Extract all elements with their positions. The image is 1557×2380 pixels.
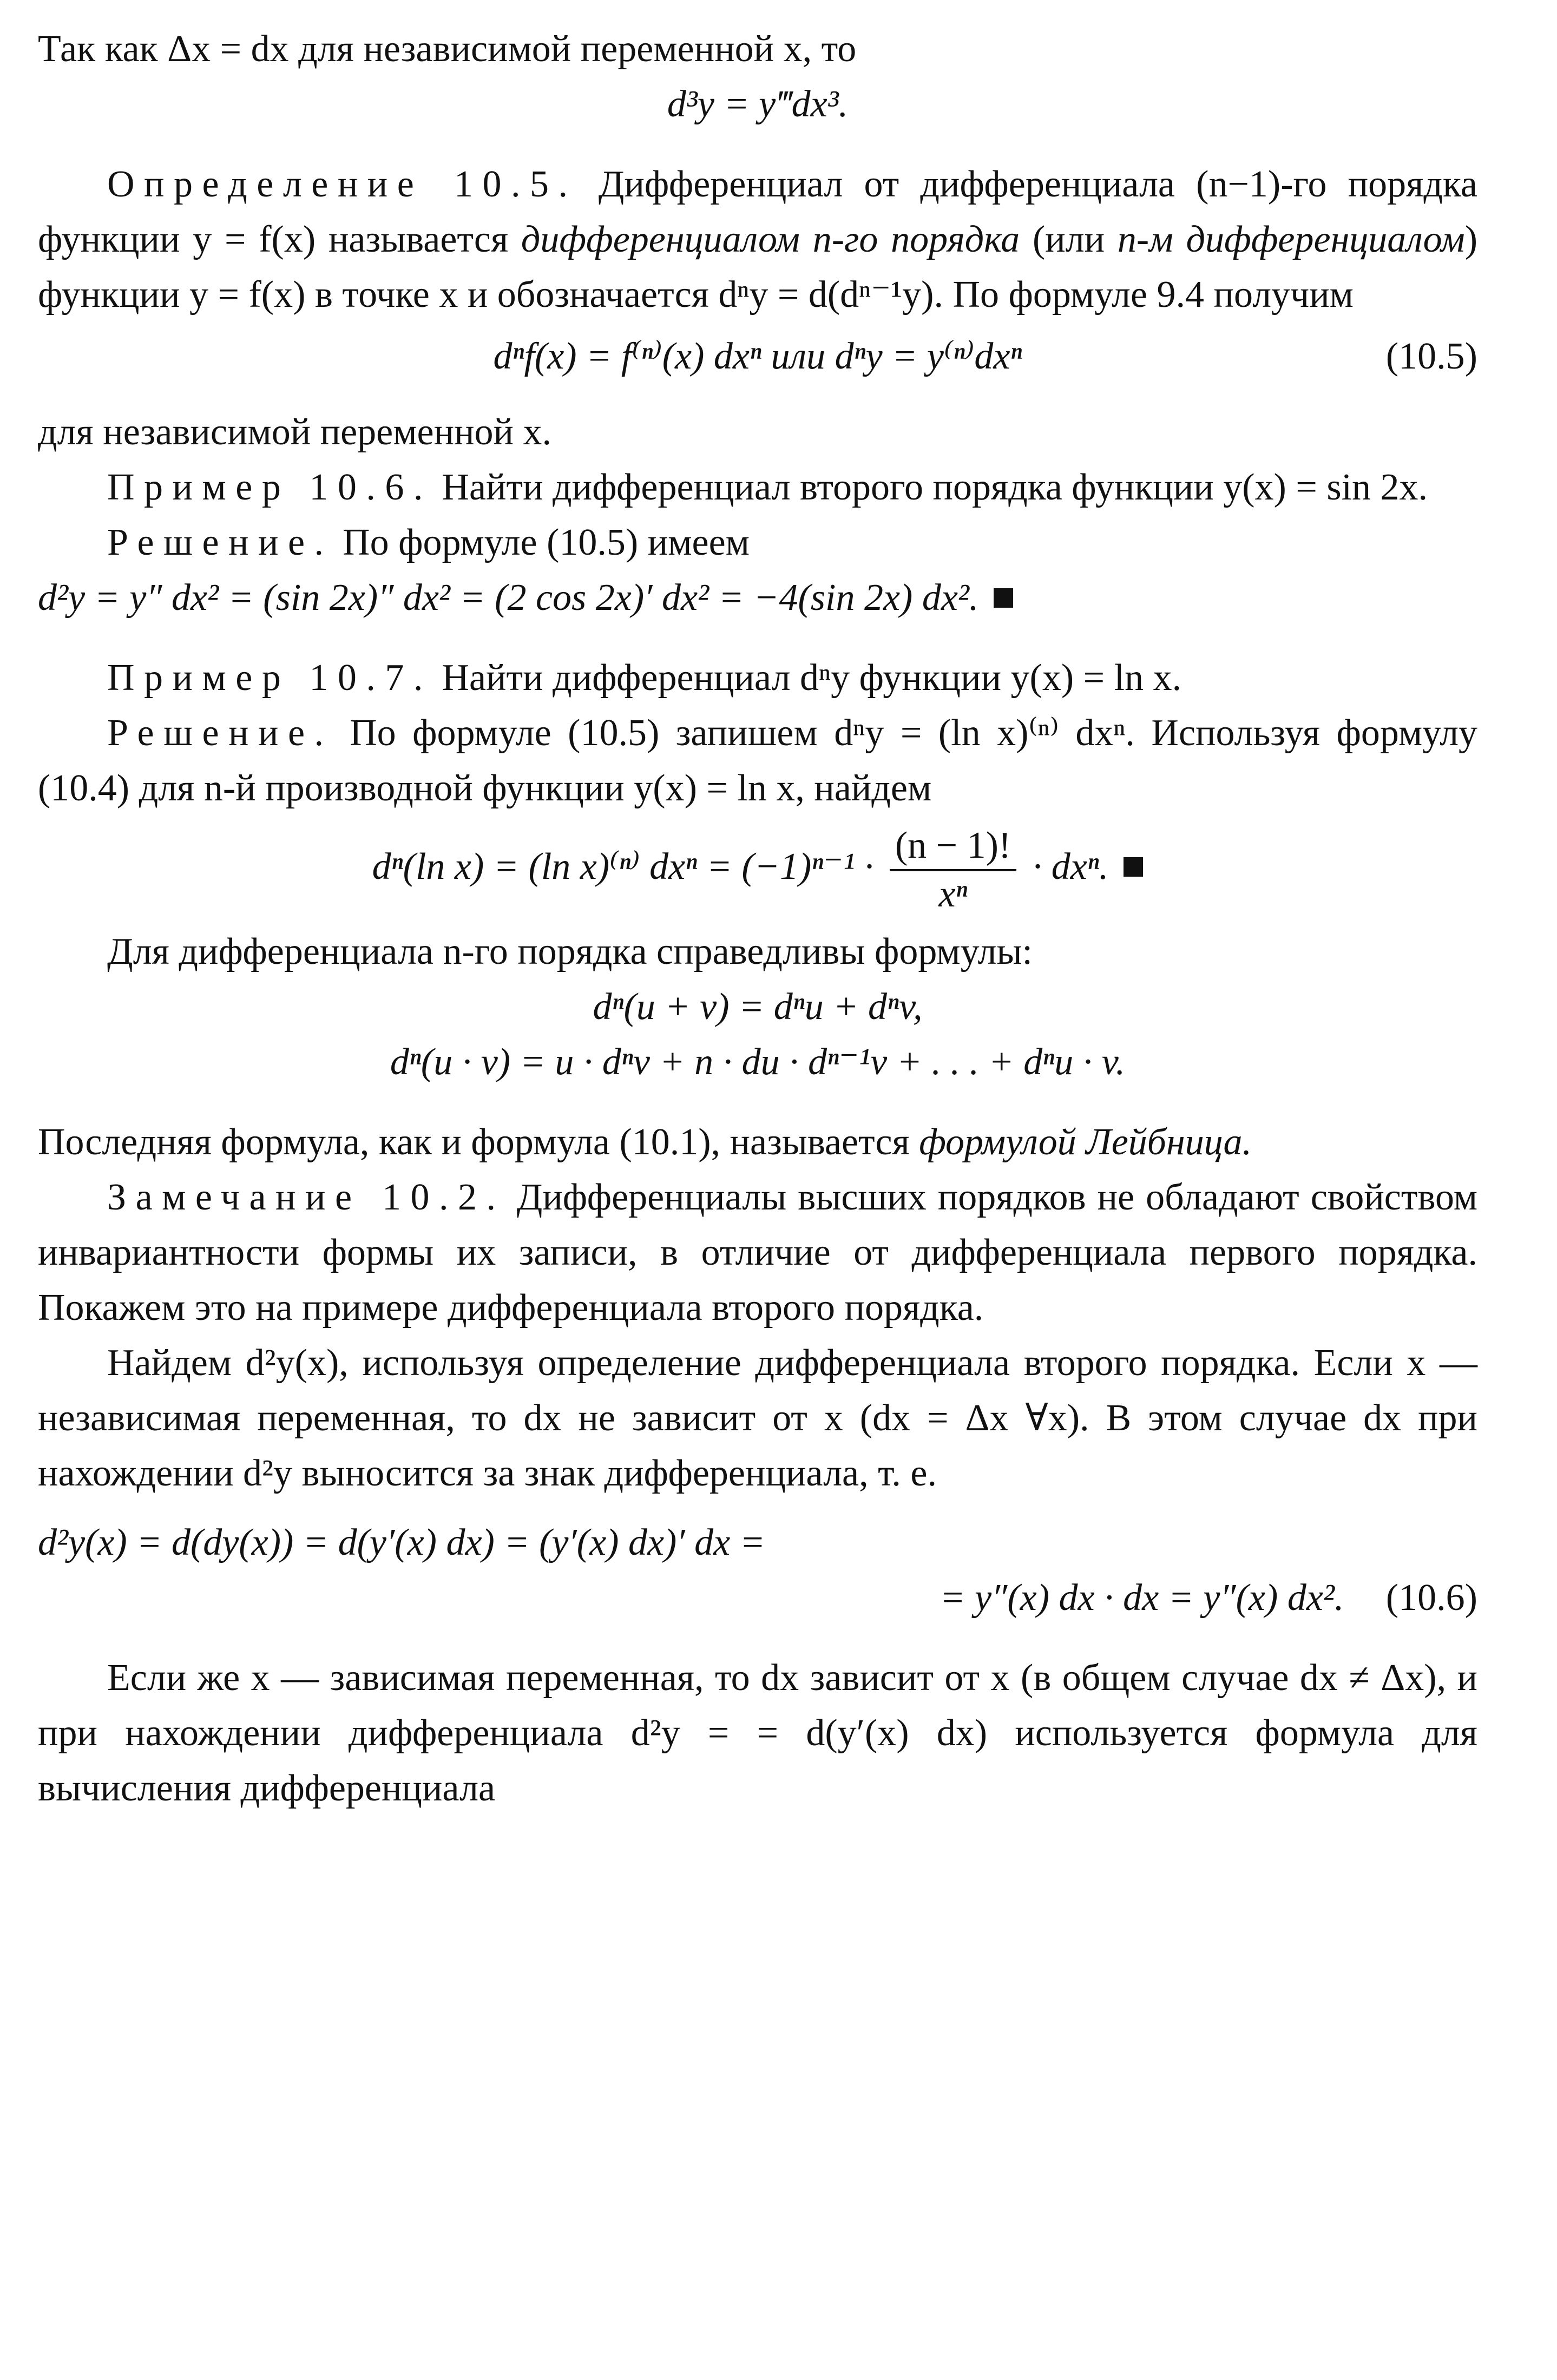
definition-text-3: ) функции y = f(x) в точке x и обозначается dⁿy = d(dⁿ⁻¹y). По формуле 9.4 получим <box>38 219 1477 315</box>
paragraph-dependent-variable: Если же x — зависимая переменная, то dx зависит от x (в общем случае dx ≠ Δx), и при нахождении дифференциала d²y = = d(y′(x) dx) используется формула для вычисления дифференциала <box>38 1657 1478 1809</box>
fraction <box>890 823 1016 918</box>
remark-10-2 <box>38 1170 1477 1336</box>
fraction-denominator: xⁿ <box>938 873 968 915</box>
line-independent-variable: для независимой переменной x. <box>38 411 551 453</box>
formula-10-6-line-2 <box>38 1570 1477 1626</box>
paragraph-find-d2y: Найдем d²y(x), используя определение дифференциала второго порядка. Если x — независимая переменная, то dx не зависит от x (dx = Δx ∀x). В этом случае dx при нахождении d²y выносится за знак дифференциала, т. е. <box>38 1342 1477 1494</box>
solution-10-7 <box>38 706 1477 816</box>
example-10-6-label: Пример 10.6. <box>107 466 432 508</box>
formula-solution-10-6-body: d²y = y″ dx² = (sin 2x)″ dx² = (2 cos 2x)′ dx² = −4(sin 2x) dx². <box>38 577 979 619</box>
remark-text: Дифференциалы высших порядков не обладают свойством инвариантности формы их записи, в отличие от дифференциала первого порядка. Покажем это на примере дифференциала второго порядка. <box>38 1176 1478 1329</box>
nth-order-intro: Для дифференциала n-го порядка справедливы формулы: <box>107 931 1033 972</box>
solution-10-6-text: По формуле (10.5) имеем <box>343 522 750 563</box>
definition-label: Определение 10.5. <box>107 163 577 205</box>
formula-10-6-line-1 <box>38 1515 1477 1570</box>
definition-10-5 <box>38 157 1477 323</box>
leibniz-paragraph <box>38 1115 1477 1170</box>
leibniz-text: Последняя формула, как и формула (10.1), называется <box>38 1121 919 1163</box>
example-10-7-text: Найти дифференциал dⁿy функции y(x) = ln x. <box>442 657 1182 699</box>
example-10-7 <box>38 650 1477 706</box>
example-10-6 <box>38 460 1477 515</box>
solution-10-7-label: Решение. <box>107 712 333 754</box>
formula-sum-rule: dⁿ(u + v) = dⁿu + dⁿv, <box>593 986 923 1028</box>
formula-solution-10-7-left: dⁿ(ln x) = (ln x)⁽ⁿ⁾ dxⁿ = (−1)ⁿ⁻¹ · <box>372 846 874 888</box>
qed-square-icon <box>994 588 1013 608</box>
formula-third-differential: d³y = y‴dx³. <box>667 83 849 125</box>
definition-text-1: Дифференциал от дифференциала (n−1)-го порядка функции y = f(x) называется <box>38 163 1477 260</box>
formula-solution-10-6 <box>38 570 1477 626</box>
qed-square-icon <box>1124 857 1143 877</box>
line-delta-x: Так как Δx = dx для независимой переменной x, то <box>38 28 857 70</box>
example-10-7-label: Пример 10.7. <box>107 657 432 699</box>
definition-text-2: (или <box>1020 219 1118 260</box>
solution-10-6 <box>38 515 1477 570</box>
page-text <box>38 22 1477 1816</box>
example-10-6-text: Найти дифференциал второго порядка функции y(x) = sin 2x. <box>442 466 1428 508</box>
formula-10-5 <box>38 329 1477 384</box>
definition-term-2: n-м дифференциалом <box>1117 219 1465 260</box>
formula-solution-10-7-right: · dxⁿ. <box>1032 846 1109 888</box>
fraction-numerator: (n − 1)! <box>890 823 1016 871</box>
remark-label: Замечание 10.2. <box>107 1176 505 1218</box>
formula-10-6-a: d²y(x) = d(dy(x)) = d(y′(x) dx) = (y′(x) dx)′ dx = <box>38 1522 765 1563</box>
leibniz-term: формулой Лейбница. <box>919 1121 1252 1163</box>
equation-number-10-6: (10.6) <box>1385 1577 1477 1619</box>
definition-term-1: дифференциалом n-го порядка <box>521 219 1020 260</box>
formula-leibniz: dⁿ(u · v) = u · dⁿv + n · du · dⁿ⁻¹v + . . . + dⁿu · v. <box>390 1041 1126 1083</box>
formula-10-6-b: = y″(x) dx · dx = y″(x) dx². <box>940 1577 1344 1619</box>
formula-solution-10-7 <box>38 823 1477 918</box>
equation-number-10-5: (10.5) <box>1385 336 1477 377</box>
solution-10-7-text: По формуле (10.5) запишем dⁿy = (ln x)⁽ⁿ⁾ dxⁿ. Используя формулу (10.4) для n-й производной функции y(x) = ln x, найдем <box>38 712 1477 809</box>
solution-10-6-label: Решение. <box>107 522 333 563</box>
formula-10-5-body: dⁿf(x) = f⁽ⁿ⁾(x) dxⁿ или dⁿy = y⁽ⁿ⁾dxⁿ <box>493 336 1022 377</box>
